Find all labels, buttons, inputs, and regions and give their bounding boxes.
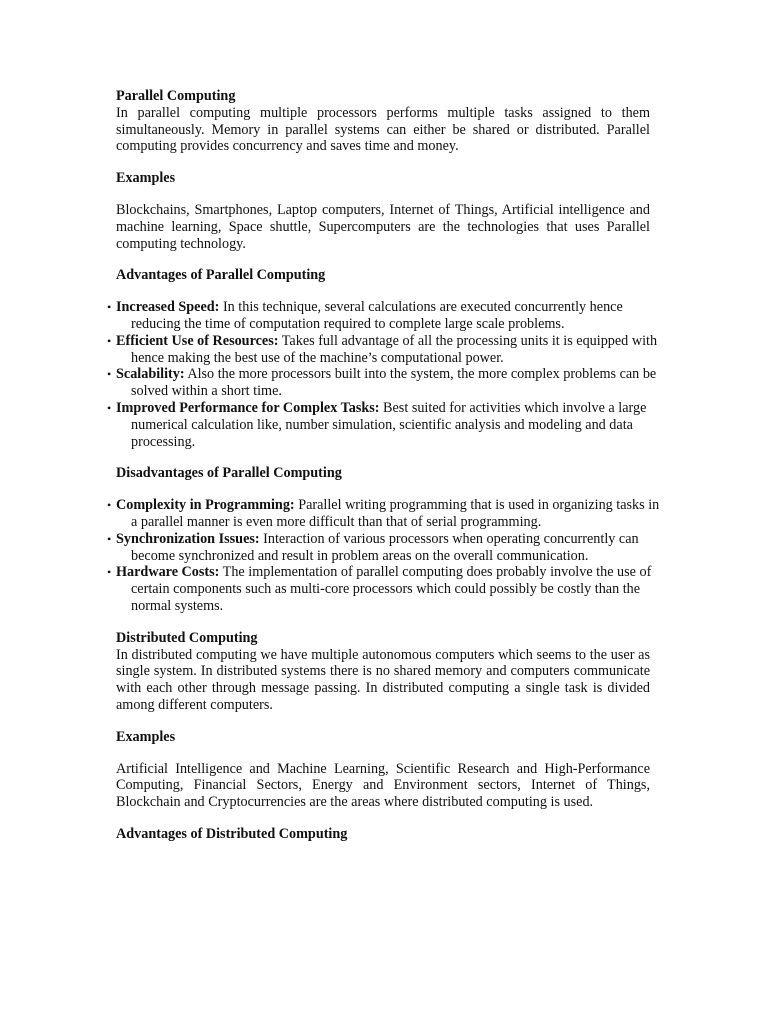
parallel-disadvantages-heading: Disadvantages of Parallel Computing	[116, 465, 342, 482]
bullet-icon: •	[107, 300, 112, 315]
bullet-icon: •	[107, 400, 112, 415]
list-item-text: Takes full advantage of all the processing units it is equipped with hence making the best use of the machine’s computational power.	[131, 332, 658, 366]
parallel-advantages-heading: Advantages of Parallel Computing	[116, 267, 326, 284]
list-item	[107, 497, 660, 531]
bullet-icon: •	[107, 531, 112, 546]
distributed-examples-heading: Examples	[116, 728, 176, 745]
list-item	[107, 564, 652, 614]
list-item-text: Best suited for activities which involve a large numerical calculation like, number simulation, scientific analysis and modeling and data processing.	[131, 399, 647, 450]
list-item-text: In this technique, several calculations are executed concurrently hence reducing the time of computation required to complete large scale problems.	[131, 299, 623, 332]
list-item-term: Synchronization Issues:	[116, 530, 260, 547]
bullet-icon: •	[107, 498, 112, 513]
list-item	[107, 399, 647, 450]
list-item-term: Improved Performance for Complex Tasks:	[116, 399, 380, 416]
list-item-text: The implementation of parallel computing does probably involve the use of certain components such as multi-core processors which could possibly be costly than the normal systems.	[131, 564, 652, 614]
bullet-icon: •	[107, 565, 112, 580]
list-item-term: Efficient Use of Resources:	[116, 332, 279, 349]
list-item	[108, 531, 642, 565]
distributed-title: Distributed Computing	[116, 629, 258, 646]
list-item-term: Increased Speed:	[116, 299, 220, 316]
list-item-text: Parallel writing programming that is used in organizing tasks in a parallel manner is even more difficult than that of serial programming.	[131, 497, 660, 530]
list-item	[107, 332, 658, 367]
document-page	[107, 88, 660, 843]
list-item	[108, 299, 642, 333]
distributed-examples-text: Artificial Intelligence and Machine Learning, Scientific Research and High-Performance Computing, Financial Sectors, Energy and Environment sectors, Internet of Things, Blockchain and Cryptocurrencies are the areas where distributed computing is used.	[116, 760, 650, 811]
list-item	[107, 366, 657, 400]
parallel-disadvantages-list	[107, 497, 660, 615]
parallel-advantages-list	[107, 299, 658, 450]
bullet-icon: •	[107, 367, 112, 382]
bullet-icon: •	[107, 333, 112, 348]
parallel-title: Parallel Computing	[116, 88, 236, 104]
list-item-term: Complexity in Programming:	[116, 497, 295, 514]
distributed-intro: In distributed computing we have multiple autonomous computers which seems to the user as single system. In distributed systems there is no shared memory and computers communicate with each other through message passing. In distributed computing a single task is divided among different computers.	[116, 646, 650, 713]
distributed-advantages-heading: Advantages of Distributed Computing	[116, 825, 348, 842]
list-item-text: Also the more processors built into the system, the more complex problems can be solved within a short time.	[131, 366, 657, 400]
list-item-text: Interaction of various processors when operating concurrently can become synchronized and result in problem areas on the overall communication.	[131, 530, 639, 564]
list-item-term: Hardware Costs:	[116, 564, 220, 581]
parallel-intro: In parallel computing multiple processors performs multiple tasks assigned to them simultaneously. Memory in parallel systems can either be shared or distributed. Parallel computing provides concurrency and saves time and money.	[116, 104, 650, 155]
parallel-examples-heading: Examples	[116, 170, 176, 187]
parallel-examples-text: Blockchains, Smartphones, Laptop computers, Internet of Things, Artificial intelligence and machine learning, Space shuttle, Supercomputers are the technologies that uses Parallel computing technology.	[116, 201, 650, 252]
list-item-term: Scalability:	[116, 366, 185, 383]
